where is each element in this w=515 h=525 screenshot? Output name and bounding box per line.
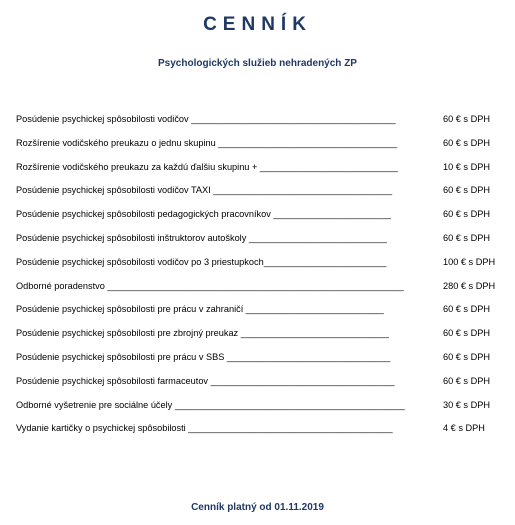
service-name: Posúdenie psychickej spôsobilosti vodičov TAXI ___________________________________ (16, 185, 393, 196)
price-row (16, 112, 504, 136)
price-row (16, 398, 504, 422)
service-price: 100 € s DPH (443, 256, 496, 267)
service-price: 10 € s DPH (443, 161, 490, 172)
service-name: Posúdenie psychickej spôsobilosti farmaceutov ____________________________________ (16, 375, 395, 386)
price-row (16, 421, 504, 445)
service-price: 60 € s DPH (443, 137, 490, 148)
service-name: Posúdenie psychickej spôsobilosti pedagogických pracovníkov _______________________ (16, 209, 391, 220)
service-price: 30 € s DPH (443, 399, 490, 410)
service-name: Odborné poradenstvo __________________________________________________________ (16, 280, 404, 291)
price-row (16, 326, 504, 350)
service-name: Vydanie kartičky o psychickej spôsobilosti ________________________________________ (16, 423, 393, 434)
document-title: CENNÍK (203, 14, 312, 35)
price-row (16, 279, 504, 303)
price-row (16, 302, 504, 326)
service-name: Posúdenie psychickej spôsobilosti vodičov ________________________________________ (16, 114, 396, 124)
service-price: 4 € s DPH (443, 423, 485, 434)
service-price: 60 € s DPH (443, 328, 490, 339)
service-name: Posúdenie psychickej spôsobilosti pre zbrojný preukaz _____________________________ (16, 328, 389, 339)
document-subtitle: Psychologických služieb nehradených ZP (158, 58, 357, 69)
service-price: 60 € s DPH (443, 375, 490, 386)
price-row (16, 374, 504, 398)
validity-note: Cenník platný od 01.11.2019 (191, 502, 324, 513)
service-price: 60 € s DPH (443, 209, 490, 220)
service-name: Posúdenie psychickej spôsobilosti inštruktorov autoškoly ___________________________ (16, 232, 387, 243)
service-price: 280 € s DPH (443, 280, 496, 291)
service-price: 60 € s DPH (443, 232, 490, 243)
price-row (16, 136, 504, 160)
service-price: 60 € s DPH (443, 185, 490, 196)
service-name: Posúdenie psychickej spôsobilosti pre prácu v zahraničí ___________________________ (16, 304, 384, 315)
service-name: Posúdenie psychickej spôsobilosti vodičov po 3 priestupkoch________________________ (16, 256, 387, 267)
price-row (16, 183, 504, 207)
service-price: 60 € s DPH (443, 114, 490, 124)
service-name: Posúdenie psychickej spôsobilosti pre prácu v SBS ________________________________ (16, 351, 391, 362)
price-row (16, 207, 504, 231)
price-row (16, 160, 504, 184)
service-price: 60 € s DPH (443, 351, 490, 362)
price-row (16, 231, 504, 255)
service-name: Odborné vyšetrenie pre sociálne účely _____________________________________________ (16, 399, 405, 410)
service-name: Rozšírenie vodičského preukazu za každú ďalšiu skupinu + ___________________________ (16, 161, 398, 172)
service-name: Rozšírenie vodičského preukazu o jednu skupinu ___________________________________ (16, 137, 398, 148)
price-row (16, 350, 504, 374)
price-row (16, 255, 504, 279)
price-list (16, 112, 504, 445)
service-price: 60 € s DPH (443, 304, 490, 315)
